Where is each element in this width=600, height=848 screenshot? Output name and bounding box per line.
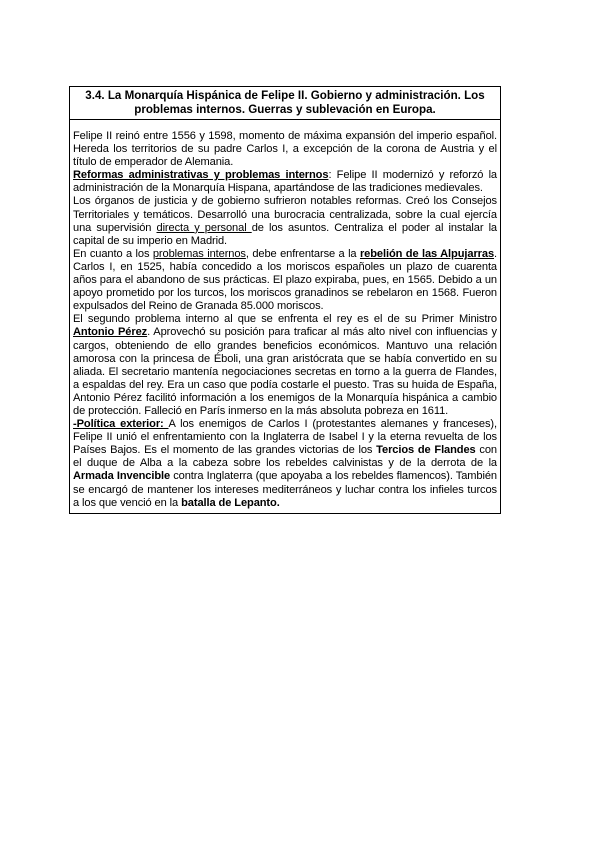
document-box [69, 86, 501, 514]
paragraph-alpujarras [73, 248, 497, 313]
organos-underlined: directa y personal [156, 221, 252, 234]
title-line-1: 3.4. La Monarquía Hispánica de Felipe II. Gobierno y administración. Los [85, 89, 485, 102]
heading-reformas: Reformas administrativas y problemas internos [73, 169, 329, 182]
organos-text-1: Los órganos de justicia y de gobierno sufrieron notables reformas. Creó los Consejos Territoriales y temáticos. Desarrolló una burocracia centralizada, sobre la cual ejercía una supervisión [73, 195, 497, 234]
title-line-2: problemas internos. Guerras y sublevación en Europa. [134, 102, 436, 116]
exterior-text-2: con el duque de Alba a la cabeza sobre los rebeldes calvinistas y de la derrota de la [73, 444, 497, 470]
document-body [70, 120, 500, 513]
alpujarras-text-1: En cuanto a los [73, 247, 153, 260]
paragraph-perez [73, 313, 497, 418]
page-title [70, 87, 500, 120]
paragraph-reformas [73, 169, 497, 195]
perez-text-1: El segundo problema interno al que se enfrenta el rey es el de su Primer Ministro [73, 313, 497, 326]
problemas-internos-link: problemas internos [152, 247, 246, 260]
batalla-de-lepanto: batalla de Lepanto. [181, 496, 280, 509]
reformas-text: : Felipe II modernizó y reforzó la administración de la Monarquía Hispana, apartándose de las tradiciones medievales. [73, 169, 497, 195]
paragraph-intro [73, 130, 497, 169]
perez-text-2: . Aprovechó su posición para traficar al más alto nivel con influencias y cargos, obteniendo de ello grandes beneficios económicos. Mantuvo una relación amorosa con la princesa de Éboli, una gran aristócrata que se había convertido en su aliada. El secretario mantenía negociaciones secretas en torno a la guerra de Flandes, a espaldas del rey. Era un caso que podía costarle el puesto. Tras su huida de España, Antonio Pérez facilitó información a los enemigos de la Monarquía hispánica a cambio de protección. Falleció en París inmerso en la más absoluta pobreza en 1611. [73, 326, 498, 417]
paragraph-exterior [73, 418, 497, 510]
intro-text: Felipe II reinó entre 1556 y 1598, momento de máxima expansión del imperio español. Hereda los territorios de su padre Carlos I, a excepción de la corona de Austria y el título de emperador de Alemania. [73, 130, 497, 169]
heading-politica-exterior: -Política exterior: [73, 418, 169, 431]
paragraph-organos [73, 195, 497, 247]
alpujarras-text-3: . Carlos I, en 1525, había concedido a los moriscos españoles un plazo de cuarenta años para el abandono de sus prácticas. El plazo expiraba, pues, en 1565. Debido a un apoyo prometido por los turcos, los moriscos granadinos se rebelaron en 1568. Fueron expulsados del Reino de Granada 85.000 moriscos. [73, 247, 498, 313]
antonio-perez-name: Antonio Pérez [73, 326, 148, 339]
exterior-text-1: A los enemigos de Carlos I (protestantes alemanes y franceses), Felipe II unió el enfrentamiento con la Inglaterra de Isabel I y la eterna revuelta de los Países Bajos. Es el momento de las grandes victorias de los [73, 418, 497, 457]
rebelion-alpujarras: rebelión de las Alpujarras [359, 247, 495, 260]
exterior-text-3: contra Inglaterra (que apoyaba a los rebeldes flamencos). También se encargó de mantener los intereses mediterráneos y luchar contra los infieles turcos a los que venció en la [73, 470, 497, 509]
armada-invencible: Armada Invencible [73, 470, 171, 483]
tercios-de-flandes: Tercios de Flandes [376, 444, 476, 457]
organos-text-2: de los asuntos. Centraliza el poder al instalar la capital de su imperio en Madrid. [73, 221, 498, 247]
alpujarras-text-2: , debe enfrentarse a la [245, 247, 360, 260]
